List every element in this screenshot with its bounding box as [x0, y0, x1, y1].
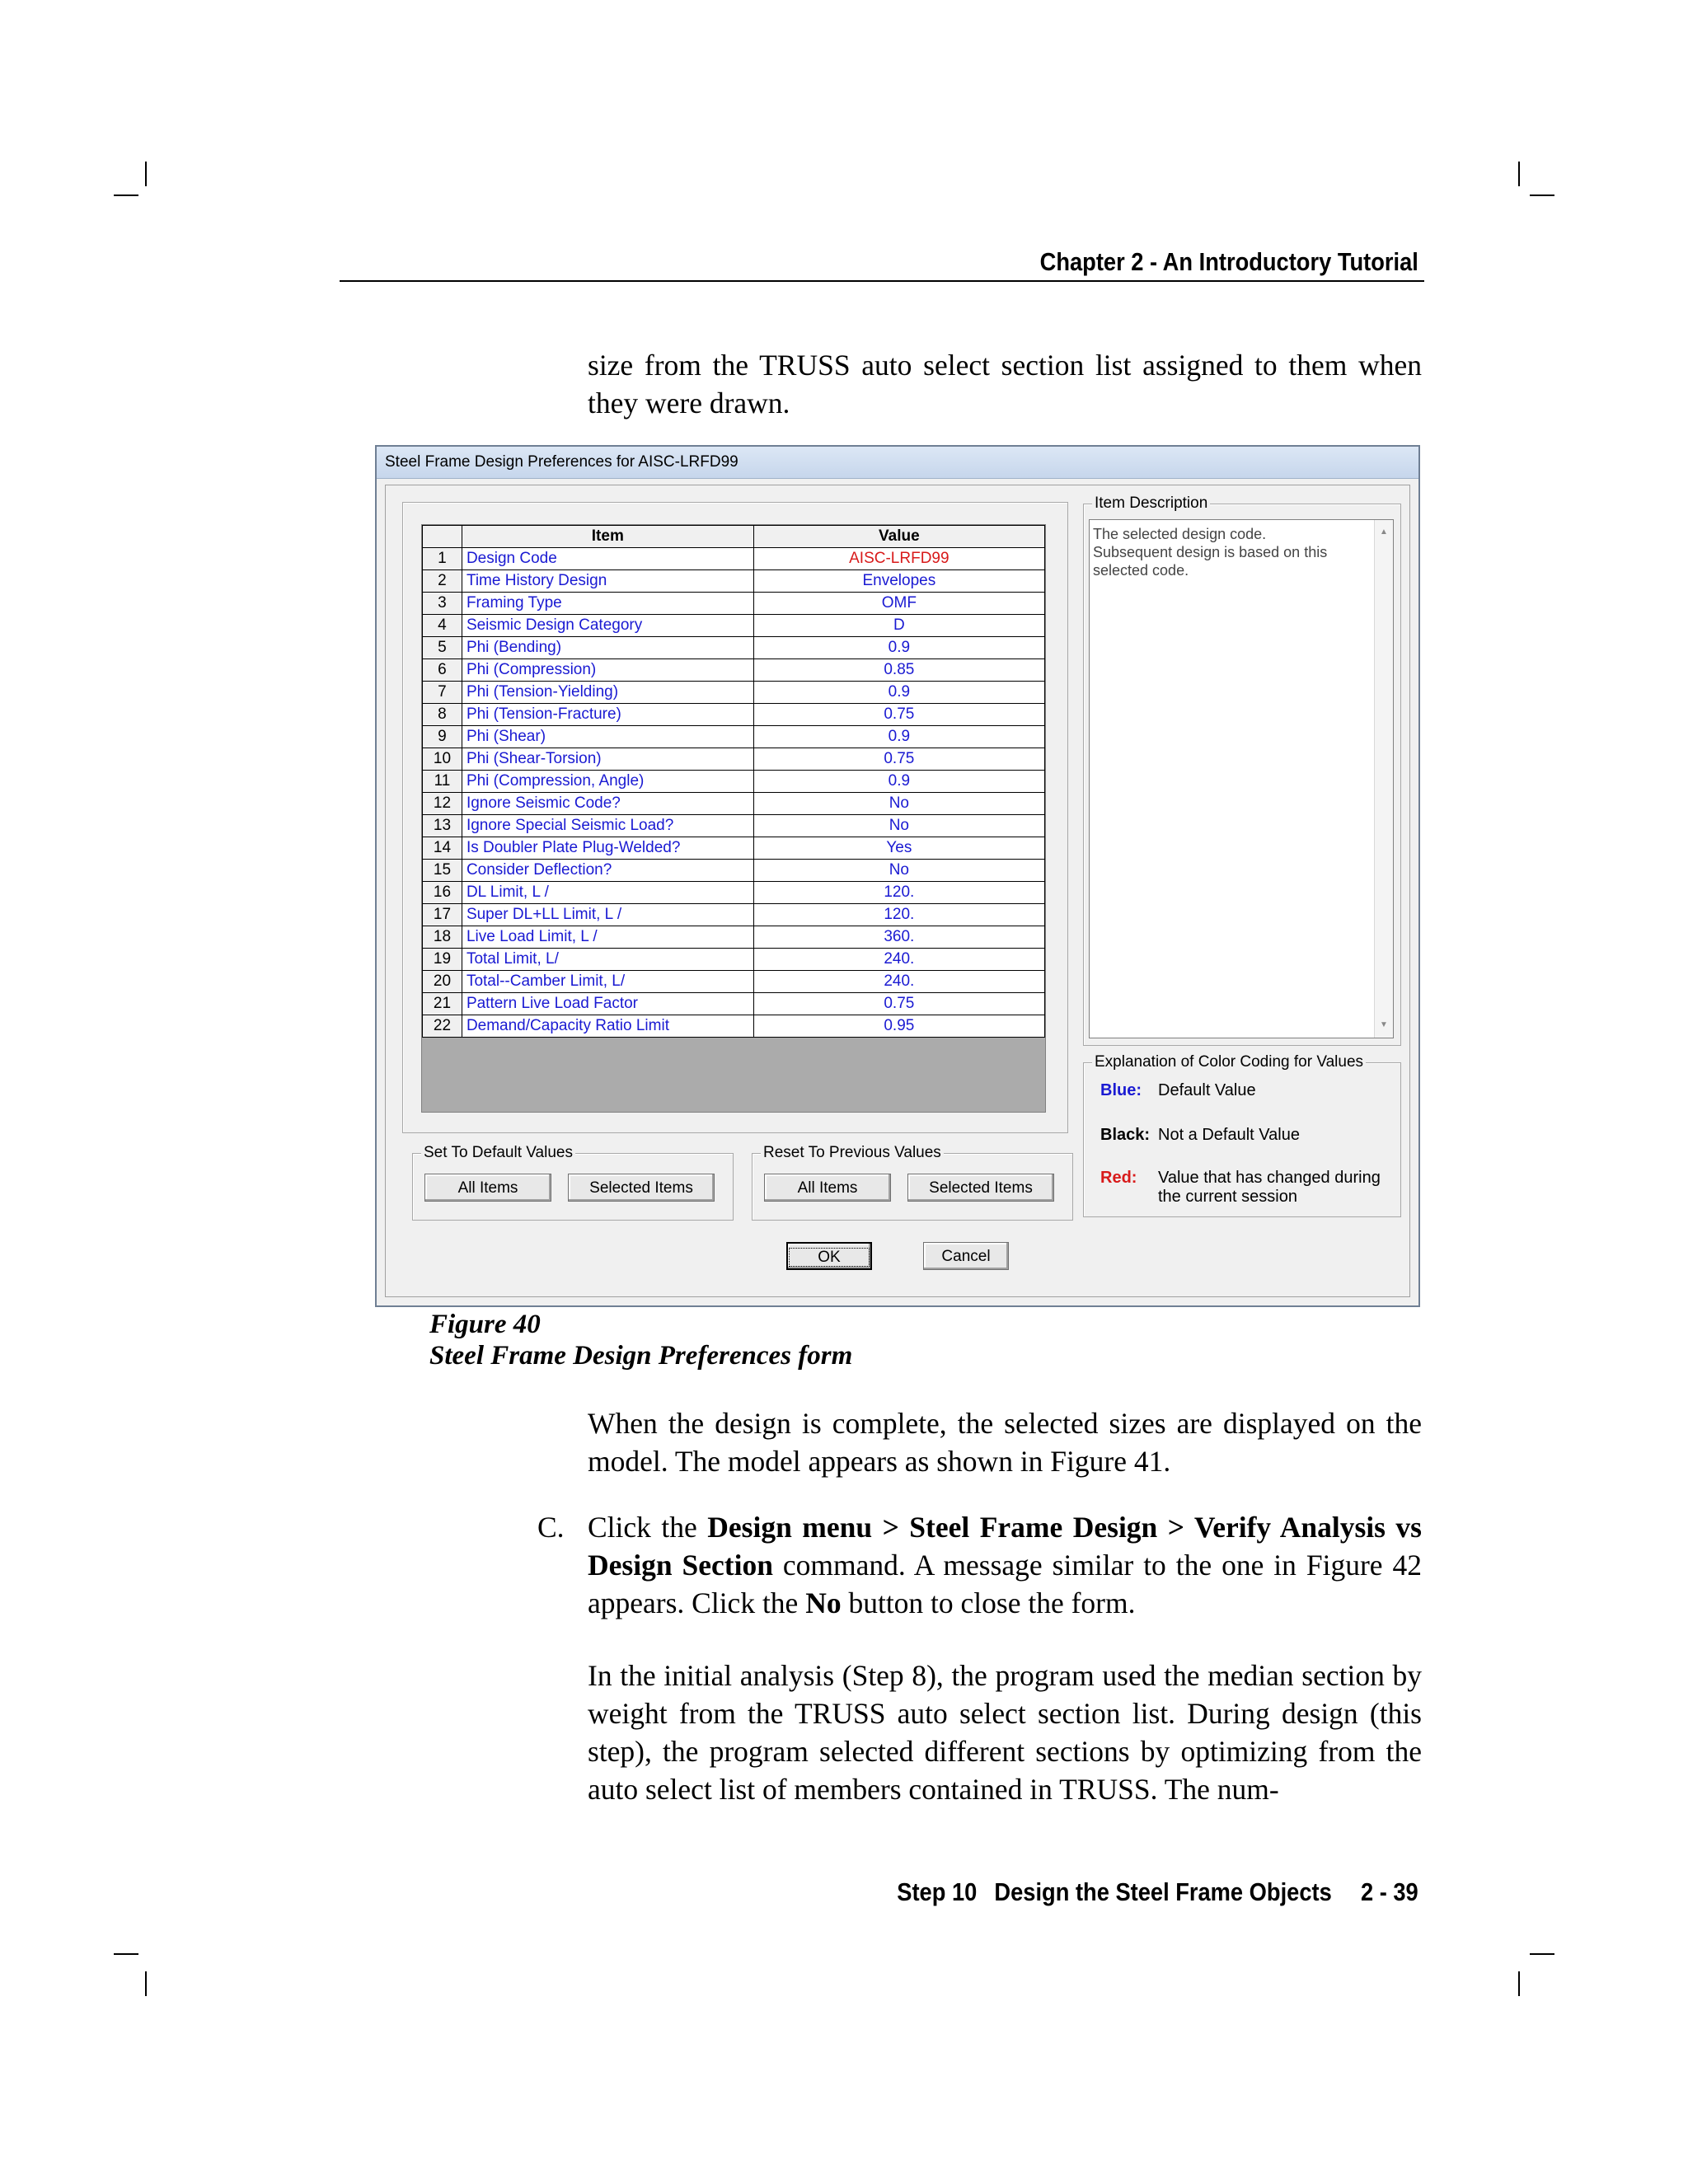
table-row[interactable]: [423, 971, 1045, 993]
row-value-cell[interactable]: 120.: [753, 882, 1044, 904]
table-row[interactable]: [423, 548, 1045, 570]
row-value-cell[interactable]: AISC-LRFD99: [753, 548, 1044, 570]
row-item-label: Seismic Design Category: [462, 615, 753, 637]
row-number: 14: [423, 837, 462, 860]
row-value-cell[interactable]: OMF: [753, 593, 1044, 615]
row-value-cell[interactable]: Yes: [753, 837, 1044, 860]
page-number: 2 - 39: [1361, 1877, 1418, 1906]
table-row[interactable]: [423, 949, 1045, 971]
row-number: 13: [423, 815, 462, 837]
blue-key: Blue:: [1100, 1081, 1142, 1099]
crop-mark: [1530, 194, 1554, 196]
dialog-title: Steel Frame Design Preferences for AISC-LRFD99: [385, 453, 738, 471]
table-row[interactable]: [423, 815, 1045, 837]
row-item-label: Is Doubler Plate Plug-Welded?: [462, 837, 753, 860]
table-row[interactable]: [423, 860, 1045, 882]
reset-previous-legend: Reset To Previous Values: [761, 1144, 944, 1162]
row-number: 19: [423, 949, 462, 971]
figure-number: Figure 40: [429, 1310, 541, 1339]
intro-paragraph: size from the TRUSS auto select section list assigned to them when they were drawn.: [588, 349, 1422, 419]
scroll-down-icon[interactable]: ▼: [1380, 1020, 1388, 1029]
set-default-legend: Set To Default Values: [421, 1144, 575, 1162]
table-row[interactable]: [423, 771, 1045, 793]
preferences-grid-panel: [402, 502, 1068, 1133]
table-row[interactable]: [423, 837, 1045, 860]
table-row[interactable]: [423, 882, 1045, 904]
table-row[interactable]: [423, 570, 1045, 593]
row-item-label: Demand/Capacity Ratio Limit: [462, 1015, 753, 1038]
row-item-label: Consider Deflection?: [462, 860, 753, 882]
table-row[interactable]: [423, 659, 1045, 682]
row-number: 20: [423, 971, 462, 993]
step-c-label: C.: [537, 1511, 565, 1544]
reset-previous-selected-items-button[interactable]: Selected Items: [907, 1174, 1054, 1202]
row-value-cell[interactable]: No: [753, 815, 1044, 837]
row-number: 17: [423, 904, 462, 926]
black-key: Black:: [1100, 1126, 1151, 1144]
row-item-label: Design Code: [462, 548, 753, 570]
row-item-label: Ignore Special Seismic Load?: [462, 815, 753, 837]
table-row[interactable]: [423, 593, 1045, 615]
set-default-selected-items-button[interactable]: Selected Items: [568, 1174, 715, 1202]
steel-frame-design-preferences-dialog: [375, 445, 1420, 1307]
row-number: 8: [423, 704, 462, 726]
row-number: 2: [423, 570, 462, 593]
column-header-item[interactable]: Item: [462, 526, 753, 548]
table-row[interactable]: [423, 704, 1045, 726]
description-scrollbar[interactable]: [1374, 520, 1393, 1038]
header-rule: [340, 280, 1424, 282]
reset-previous-all-items-button[interactable]: All Items: [764, 1174, 891, 1202]
crop-mark: [1518, 162, 1520, 186]
item-description-group: [1083, 494, 1401, 1046]
crop-mark: [1518, 1971, 1520, 1996]
footer-step: Step 10: [897, 1877, 978, 1906]
row-number: 11: [423, 771, 462, 793]
color-key-blue: [1100, 1081, 1256, 1100]
table-row[interactable]: [423, 904, 1045, 926]
red-description: Value that has changed during the current session: [1158, 1169, 1381, 1206]
footer-title: Design the Steel Frame Objects: [994, 1877, 1333, 1906]
row-item-label: Ignore Seismic Code?: [462, 793, 753, 815]
table-row[interactable]: [423, 1015, 1045, 1038]
row-item-label: Phi (Tension-Fracture): [462, 704, 753, 726]
row-value-cell[interactable]: 240.: [753, 971, 1044, 993]
row-number: 10: [423, 748, 462, 771]
color-key-red: [1100, 1169, 1381, 1207]
row-number: 12: [423, 793, 462, 815]
row-number: 7: [423, 682, 462, 704]
row-value-cell[interactable]: No: [753, 793, 1044, 815]
row-item-label: Phi (Bending): [462, 637, 753, 659]
preferences-table: [422, 525, 1045, 1038]
reset-previous-values-group: [752, 1144, 1073, 1221]
row-item-label: Time History Design: [462, 570, 753, 593]
row-item-label: Super DL+LL Limit, L /: [462, 904, 753, 926]
color-coding-legend: Explanation of Color Coding for Values: [1092, 1053, 1366, 1071]
ok-button[interactable]: OK: [786, 1242, 872, 1270]
set-default-values-group: [412, 1144, 734, 1221]
row-item-label: Framing Type: [462, 593, 753, 615]
row-item-label: Live Load Limit, L /: [462, 926, 753, 949]
row-number: 18: [423, 926, 462, 949]
item-description-text: The selected design code. Subsequent design is based on this selected code. ▲ ▼: [1089, 519, 1394, 1038]
no-button-reference: No: [805, 1586, 842, 1619]
row-item-label: DL Limit, L /: [462, 882, 753, 904]
item-description-legend: Item Description: [1092, 494, 1210, 513]
row-item-label: Phi (Compression, Angle): [462, 771, 753, 793]
row-value-cell[interactable]: 0.75: [753, 748, 1044, 771]
table-row[interactable]: [423, 637, 1045, 659]
row-value-cell[interactable]: 360.: [753, 926, 1044, 949]
row-value-cell[interactable]: Envelopes: [753, 570, 1044, 593]
completion-paragraph: When the design is complete, the selected sizes are displayed on the model. The model appears as shown in Figure 41.: [588, 1407, 1422, 1478]
row-number: 16: [423, 882, 462, 904]
row-value-cell[interactable]: 0.9: [753, 682, 1044, 704]
figure-title: Steel Frame Design Preferences form: [429, 1341, 853, 1371]
row-value-cell[interactable]: 0.9: [753, 637, 1044, 659]
menu-path: Design menu > Steel Frame Design > Verify Analysis vs Design Section: [588, 1511, 1422, 1582]
figure-caption: [429, 1309, 852, 1371]
scroll-up-icon[interactable]: ▲: [1380, 527, 1388, 537]
table-row[interactable]: [423, 615, 1045, 637]
row-value-cell[interactable]: 120.: [753, 904, 1044, 926]
cancel-button[interactable]: Cancel: [923, 1242, 1009, 1270]
row-item-label: Phi (Shear): [462, 726, 753, 748]
black-description: Not a Default Value: [1158, 1126, 1300, 1144]
row-item-label: Phi (Compression): [462, 659, 753, 682]
color-key-black: [1100, 1126, 1300, 1145]
table-row[interactable]: [423, 926, 1045, 949]
row-number: 4: [423, 615, 462, 637]
row-item-label: Pattern Live Load Factor: [462, 993, 753, 1015]
red-key: Red:: [1100, 1169, 1137, 1187]
crop-mark: [145, 162, 147, 186]
table-row[interactable]: [423, 726, 1045, 748]
crop-mark: [114, 1953, 138, 1955]
row-number: 21: [423, 993, 462, 1015]
row-item-label: Phi (Shear-Torsion): [462, 748, 753, 771]
row-value-cell[interactable]: No: [753, 860, 1044, 882]
table-row[interactable]: [423, 793, 1045, 815]
row-value-cell[interactable]: 0.95: [753, 1015, 1044, 1038]
dialog-client-area: [385, 485, 1410, 1297]
set-default-all-items-button[interactable]: All Items: [424, 1174, 551, 1202]
row-number: 5: [423, 637, 462, 659]
row-item-label: Total Limit, L/: [462, 949, 753, 971]
row-number: 15: [423, 860, 462, 882]
analysis-paragraph: In the initial analysis (Step 8), the program used the median section by weight from the TRUSS auto select section list. During design (this step), the program selected different sections by optimizing from the auto select list of members contained in TRUSS. The num-: [588, 1659, 1422, 1806]
dialog-titlebar[interactable]: [377, 447, 1418, 479]
step-c-paragraph: Click the Design menu > Steel Frame Design > Verify Analysis vs Design Section command. A message similar to the one in Figure 42 appears. Click the No button to close the form.: [588, 1511, 1423, 1619]
table-row[interactable]: [423, 682, 1045, 704]
row-number: 1: [423, 548, 462, 570]
row-number: 3: [423, 593, 462, 615]
table-row[interactable]: [423, 748, 1045, 771]
row-number: 6: [423, 659, 462, 682]
preferences-grid: [421, 524, 1046, 1113]
blue-description: Default Value: [1158, 1081, 1256, 1099]
row-value-cell[interactable]: 0.75: [753, 993, 1044, 1015]
crop-mark: [145, 1971, 147, 1996]
crop-mark: [1530, 1953, 1554, 1955]
running-head: Chapter 2 - An Introductory Tutorial: [1039, 247, 1418, 276]
color-coding-group: [1083, 1053, 1401, 1217]
table-row[interactable]: [423, 993, 1045, 1015]
column-header-value[interactable]: Value: [753, 526, 1044, 548]
row-value-cell[interactable]: 0.85: [753, 659, 1044, 682]
row-value-cell[interactable]: 0.75: [753, 704, 1044, 726]
row-value-cell[interactable]: D: [753, 615, 1044, 637]
preferences-table-body: [423, 548, 1045, 1038]
row-value-cell[interactable]: 0.9: [753, 771, 1044, 793]
row-item-label: Phi (Tension-Yielding): [462, 682, 753, 704]
row-value-cell[interactable]: 0.9: [753, 726, 1044, 748]
row-number: 9: [423, 726, 462, 748]
row-item-label: Total--Camber Limit, L/: [462, 971, 753, 993]
page-footer: [898, 1877, 1418, 1907]
grid-corner: [423, 526, 462, 548]
row-number: 22: [423, 1015, 462, 1038]
crop-mark: [114, 194, 138, 196]
row-value-cell[interactable]: 240.: [753, 949, 1044, 971]
